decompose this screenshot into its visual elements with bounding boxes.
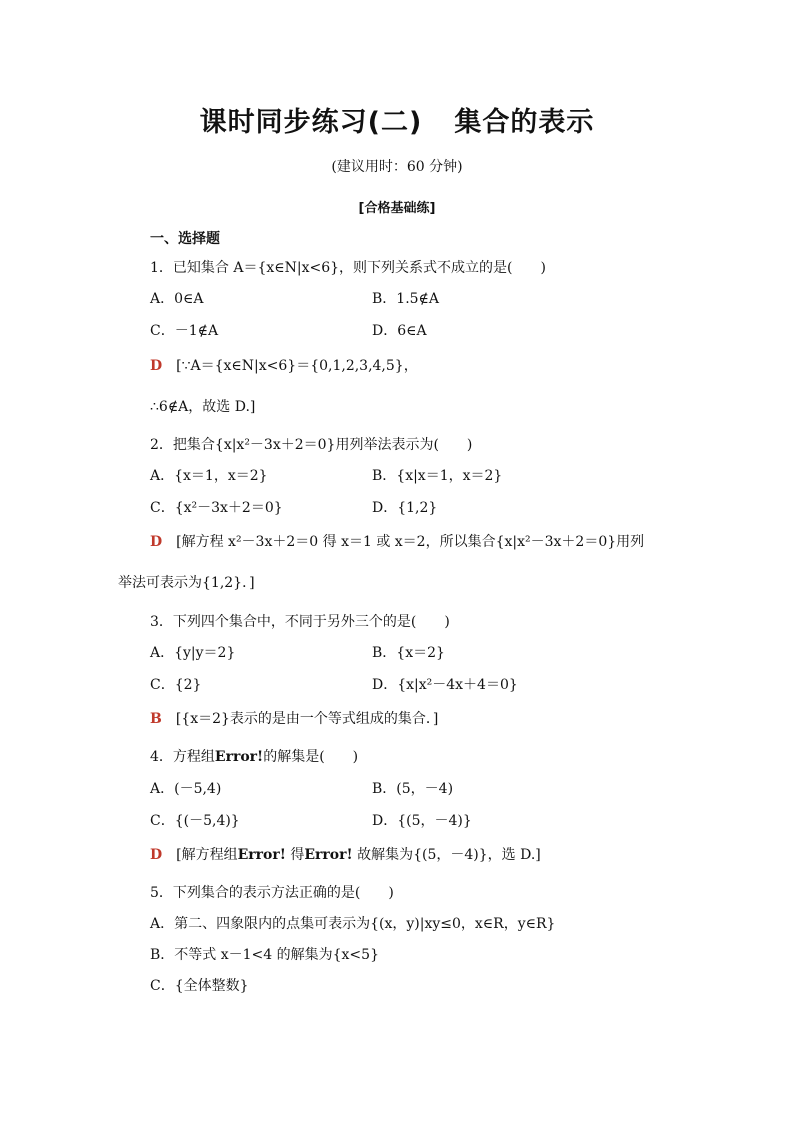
field-error: Error! [214, 749, 264, 765]
question-4-option-c: C．{(－5,4)} [150, 813, 240, 829]
page-title [0, 100, 794, 139]
question-2-answer [150, 532, 644, 552]
answer-letter: D [150, 534, 163, 550]
question-1-answer-cont: ∴6∉A，故选 D.] [150, 399, 256, 415]
title-topic: 集合的表示 [454, 107, 595, 138]
question-1-answer [150, 356, 418, 376]
answer-explanation: [∵A＝{x∈N|x<6}＝{0,1,2,3,4,5}， [176, 358, 418, 374]
question-4-option-a: A．(－5,4) [150, 781, 222, 797]
question-2-option-a: A．{x＝1，x＝2} [150, 468, 268, 484]
field-error: Error! [237, 847, 286, 863]
question-3-option-c: C．{2} [150, 677, 202, 693]
question-5-stem: 5．下列集合的表示方法正确的是( ) [150, 885, 394, 901]
answer-explanation-end: 故解集为{(5，－4)}，选 D.] [357, 847, 541, 863]
answer-explanation: [解方程 x²－3x＋2＝0 得 x＝1 或 x＝2，所以集合{x|x²－3x＋2＝0}用列 [176, 534, 645, 550]
question-2-option-b: B．{x|x＝1，x＝2} [372, 468, 503, 484]
question-5-option-c: C．{全体整数} [150, 978, 249, 994]
question-5-option-b: B．不等式 x－1<4 的解集为{x<5} [150, 947, 379, 963]
answer-explanation-mid: 得 [290, 847, 305, 863]
question-3-option-a: A．{y|y＝2} [150, 645, 236, 661]
question-1-option-c: C．－1∉A [150, 323, 219, 339]
section-tag: [合格基础练] [358, 201, 436, 216]
suggested-time: (建议用时：60 分钟) [331, 159, 463, 175]
question-2-option-d: D．{1,2} [372, 500, 438, 516]
question-3-stem: 3．下列四个集合中，不同于另外三个的是( ) [150, 614, 450, 630]
question-4-option-b: B．(5，－4) [372, 781, 454, 797]
question-1-option-b: B．1.5∉A [372, 291, 440, 307]
stem-text: 4．方程组 [150, 749, 215, 765]
question-2-option-c: C．{x²－3x＋2＝0} [150, 500, 283, 516]
question-1-option-d: D．6∈A [372, 323, 427, 339]
answer-letter: B [150, 711, 162, 727]
answer-letter: D [150, 358, 163, 374]
answer-explanation: [解方程组 [176, 847, 238, 863]
answer-explanation: [{x＝2}表示的是由一个等式组成的集合．] [175, 711, 439, 727]
question-2-stem: 2．把集合{x|x²－3x＋2＝0}用列举法表示为( ) [150, 437, 473, 453]
question-4-option-d: D．{(5，－4)} [372, 813, 472, 829]
question-1-option-a: A．0∈A [150, 291, 204, 307]
question-4-answer [150, 845, 541, 865]
question-4-stem [150, 747, 358, 767]
question-3-option-b: B．{x＝2} [372, 645, 445, 661]
question-5-option-a: A．第二、四象限内的点集可表示为{(x，y)|xy≤0，x∈R，y∈R} [150, 916, 556, 932]
question-2-answer-cont: 举法可表示为{1,2}．] [118, 575, 255, 591]
field-error: Error! [304, 847, 353, 863]
section-heading: 一、选择题 [150, 231, 220, 247]
question-3-answer [150, 709, 438, 729]
question-1-stem: 1．已知集合 A＝{x∈N|x<6}，则下列关系式不成立的是( ) [150, 260, 546, 276]
stem-text-end: 的解集是( ) [263, 749, 359, 765]
answer-letter: D [150, 847, 163, 863]
question-3-option-d: D．{x|x²－4x＋4＝0} [372, 677, 518, 693]
title-main: 课时同步练习(二) [199, 107, 423, 138]
